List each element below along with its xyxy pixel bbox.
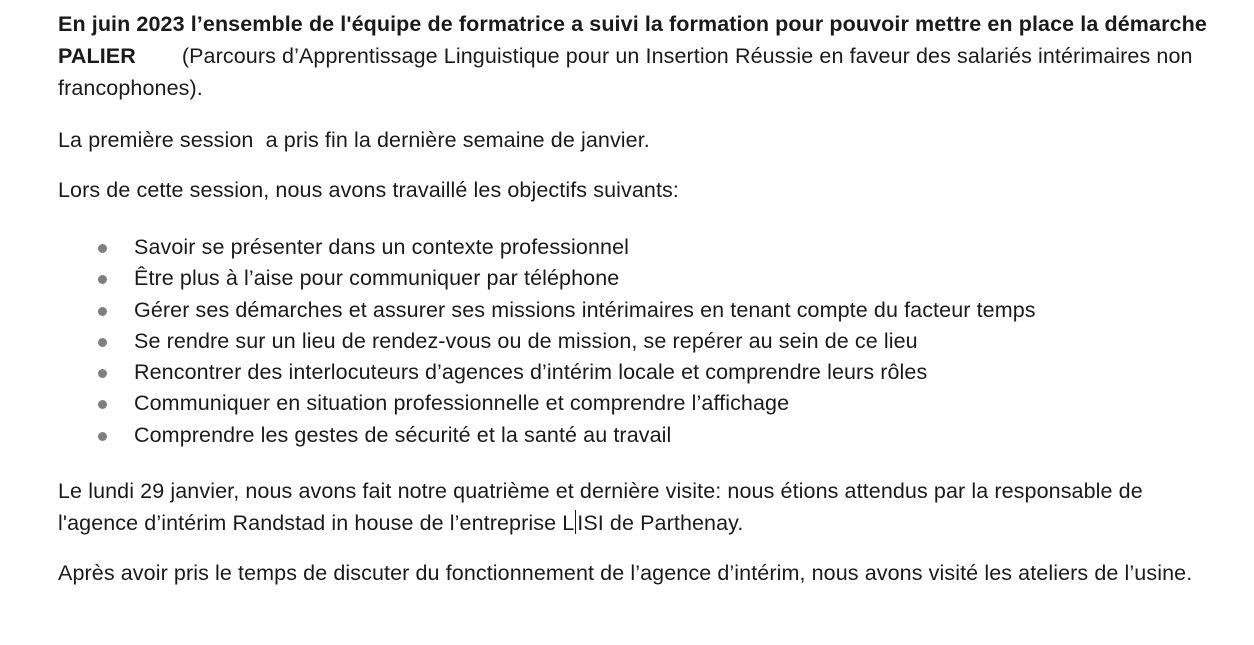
- list-item: [58, 326, 1228, 357]
- list-item: [58, 295, 1228, 326]
- intro-bold-text: En juin 2023 l’ensemble de l'équipe de formatrice a suivi la formation pour pouvoir mettre en place la démarche PALIER: [58, 12, 1207, 68]
- bullet-icon: [98, 307, 107, 316]
- document-body: [58, 8, 1228, 589]
- bullet-icon: [98, 369, 107, 378]
- visit-text-end: ISI de Parthenay.: [577, 511, 744, 536]
- visit-paragraph[interactable]: [58, 475, 1228, 539]
- intro-paragraph: [58, 8, 1228, 104]
- closing-paragraph: Après avoir pris le temps de discuter du fonctionnement de l’agence d’intérim, nous avons visité les ateliers de l’usine.: [58, 561, 1193, 586]
- list-item-text: Rencontrer des interlocuteurs d’agences d’intérim locale et comprendre leurs rôles: [134, 360, 928, 385]
- objectives-list: [58, 232, 1228, 451]
- bullet-icon: [98, 400, 107, 409]
- list-item-text: Savoir se présenter dans un contexte professionnel: [134, 235, 630, 259]
- list-item: [58, 357, 1228, 388]
- bullet-icon: [98, 275, 107, 284]
- intro-normal-text: (Parcours d’Apprentissage Linguistique pour un Insertion Réussie en faveur des salariés intérimaires non francophones).: [58, 44, 1193, 100]
- list-item-text: Comprendre les gestes de sécurité et la santé au travail: [134, 422, 672, 447]
- bullet-icon: [98, 338, 107, 347]
- list-item-text: Gérer ses démarches et assurer ses missions intérimaires en tenant compte du facteur temps: [134, 297, 1036, 322]
- list-item: [58, 232, 1228, 263]
- visit-text-start: Le lundi 29 janvier, nous avons fait notre quatrième et dernière visite: nous étions attendus par la responsable de l'agence d’intérim Randstad in house de l’entreprise L: [58, 479, 1143, 536]
- objectives-intro-paragraph: Lors de cette session, nous avons travaillé les objectifs suivants:: [58, 178, 679, 202]
- list-item-text: Communiquer en situation professionnelle et comprendre l’affichage: [134, 391, 790, 416]
- list-item: [58, 388, 1228, 419]
- list-item-text: Se rendre sur un lieu de rendez-vous ou de mission, se repérer au sein de ce lieu: [134, 328, 918, 353]
- list-item: [58, 263, 1228, 294]
- session-end-paragraph: La première session a pris fin la dernière semaine de janvier.: [58, 128, 650, 152]
- list-item-text: Être plus à l’aise pour communiquer par téléphone: [134, 266, 620, 291]
- list-item: [58, 420, 1228, 451]
- bullet-icon: [98, 244, 107, 253]
- bullet-icon: [98, 432, 107, 441]
